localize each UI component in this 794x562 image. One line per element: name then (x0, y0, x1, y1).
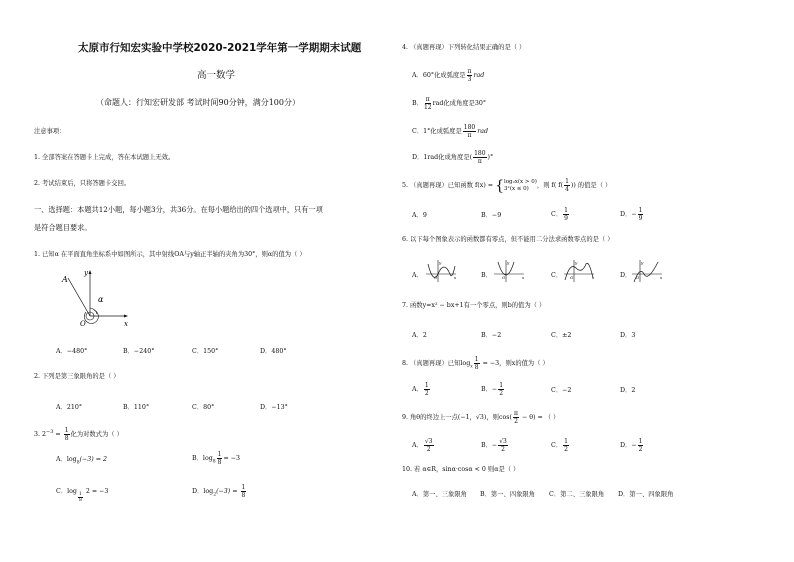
q6-graph-a (424, 258, 458, 284)
svg-text:x: x (522, 275, 525, 280)
q1-option-d: D．480° (260, 348, 287, 355)
svg-text:y: y (575, 260, 578, 265)
q9-option-b: B．− $\frac{√3}{2}$ (481, 438, 507, 453)
q7-option-a: A．2 (412, 332, 427, 339)
q9-stem: 9. 角θ的终边上一点(−1，√3)，则cos( $\frac{\pi}{2}$ − θ) = （ ） (402, 410, 560, 425)
svg-text:x: x (660, 275, 663, 280)
q2-option-d: D．−13° (260, 404, 288, 411)
q3-stem-base: 3. 2 (34, 431, 47, 438)
q6-graph-b (492, 258, 526, 284)
q7-option-b: B．−2 (481, 332, 502, 339)
q2-option-b: B．110° (123, 404, 150, 411)
q8-option-d: D．2 (620, 387, 636, 394)
q10-option-c: C．第二、三象限角 (549, 491, 605, 498)
q5-option-b: B．−9 (481, 212, 502, 219)
q3-stem-eq: = (53, 431, 63, 438)
q4-option-b: B． $\frac{\pi}{12}$ rad化成角度是30° (412, 96, 487, 111)
q10-stem: 10. 若 α∈R，sinα·cosα < 0 则α是（ ） (402, 466, 520, 473)
fig-label-y: y (84, 269, 88, 277)
q3-option-c: C．log $\frac{1}{8}$ 2 = −3 (56, 488, 109, 504)
q4-option-c: C．1°化成弧度是 $\frac{180}{\pi}$ rad (412, 124, 489, 139)
svg-text:O: O (636, 275, 640, 280)
q4-option-a: A．60°化成弧度是 $\frac{\pi}{3}$ rad (412, 68, 485, 83)
q6-option-c: C． (551, 272, 563, 279)
q3-option-b: B．$\log_8$ $\frac{1}{8}$ = −3 (192, 451, 241, 466)
svg-text:O: O (502, 275, 506, 280)
q5-stem: 5. （真题再现）已知函数 f(x) = { log₂x(x > 0) 3ˣ(x ≤ 0) ，则 f( f( $\frac{1}{4}$ )) 的值是（ ） (402, 177, 612, 194)
q7-stem: 7. 函数y=x² − bx+1有一个零点，则b的值为（ ） (402, 302, 546, 309)
q1-option-a: A．−480° (56, 348, 88, 355)
q6-option-b: B． (481, 272, 492, 279)
exam-meta: （命题人：行知宏研发部 考试时间90分钟，满分100分） (96, 98, 300, 107)
q5-piecewise: { log₂x(x > 0) 3ˣ(x ≤ 0) (495, 177, 537, 194)
q8-option-a: A． $\frac{1}{2}$ (412, 382, 429, 397)
exam-title: 太原市行知宏实验中学校2020-2021学年第一学期期末试题 (78, 42, 362, 54)
svg-text:O: O (434, 275, 438, 280)
q1-stem: 1. 已知α 在平面直角坐标系中如图所示，其中射线OA与y轴正半轴的夹角为30°，则α的值为（ ） (34, 251, 306, 258)
q10-option-d: D．第一、四象限角 (618, 491, 674, 498)
q6-graph-c (562, 258, 596, 284)
q8-option-b: B．− $\frac{1}{2}$ (481, 382, 504, 397)
section1-line1: 一、选择题：本题共12小题，每小题3分，共36分。在每小题给出的四个选项中，只有一项 (34, 205, 323, 214)
q3-option-d: D．$\log_2(-3)$ = $\frac{1}{8}$ (192, 484, 246, 499)
q2-option-c: C．80° (192, 404, 215, 411)
q5-option-c: C． $\frac{1}{9}$ (551, 207, 568, 222)
notes-heading: 注意事项： (34, 128, 66, 135)
q5-option-d: D．− $\frac{1}{9}$ (620, 207, 643, 222)
q1-option-b: B．−240° (123, 348, 155, 355)
q3-stem-fraction: $\frac{1}{8}$ (64, 427, 69, 442)
fig-label-o: O (80, 320, 86, 328)
note-2: 2. 考试结束后，只将答题卡交回。 (34, 180, 131, 187)
q4-stem: 4. （真题再现）下列转化结果正确的是（ ） (402, 44, 526, 51)
q2-stem: 2. 下列是第三象限角的是（ ） (34, 373, 120, 380)
svg-text:y: y (641, 260, 644, 265)
q1-option-c: C．150° (192, 348, 219, 355)
svg-text:x: x (454, 275, 457, 280)
q4-option-d: D．1rad化成角度是( $\frac{180}{\pi}$ )° (412, 150, 494, 165)
q2-option-a: A．210° (56, 404, 83, 411)
q7-option-d: D．3 (620, 332, 636, 339)
q10-option-b: B．第一、四象限角 (480, 491, 536, 498)
q8-option-c: C．−2 (551, 387, 572, 394)
section1-line2: 是符合题目要求。 (34, 223, 92, 232)
svg-text:y: y (439, 260, 442, 265)
q1-angle-figure (44, 266, 134, 336)
q9-option-d: D．− $\frac{1}{2}$ (620, 438, 643, 453)
q6-stem: 6. 以下每个图象表示的函数都有零点，但不能用二分法求函数零点的是（ ） (402, 236, 614, 243)
svg-text:y: y (507, 260, 510, 265)
fig-label-x: x (124, 320, 128, 328)
q6-option-a: A． (412, 272, 423, 279)
note-1: 1. 全部答案在答题卡上完成，答在本试题上无效。 (34, 154, 175, 161)
svg-text:x: x (592, 275, 595, 280)
q7-option-c: C．±2 (551, 332, 572, 339)
exam-subject: 高一数学 (197, 70, 236, 81)
q6-graph-d (630, 258, 664, 284)
q9-option-c: C． $\frac{1}{2}$ (551, 438, 568, 453)
fig-label-alpha: α (98, 295, 104, 304)
q3-option-a: A．$\log_8(-3) = 2$ (56, 456, 108, 466)
q3-stem (34, 427, 123, 442)
q5-option-a: A．9 (412, 212, 427, 219)
q10-option-a: A．第一、三象限角 (412, 491, 467, 498)
q6-option-d: D． (620, 272, 632, 279)
q8-stem: 8. （真题再现）已知$\log_x$ $\frac{1}{8}$ = −3，则x的值为（ ） (402, 356, 549, 371)
fig-label-a: A (62, 275, 68, 284)
svg-text:O: O (570, 275, 574, 280)
q9-option-a: A． $\frac{√3}{2}$ (412, 438, 433, 453)
q3-stem-post: 化为对数式为（ ） (70, 431, 123, 438)
q3-stem-exponent: −3 (46, 428, 54, 435)
